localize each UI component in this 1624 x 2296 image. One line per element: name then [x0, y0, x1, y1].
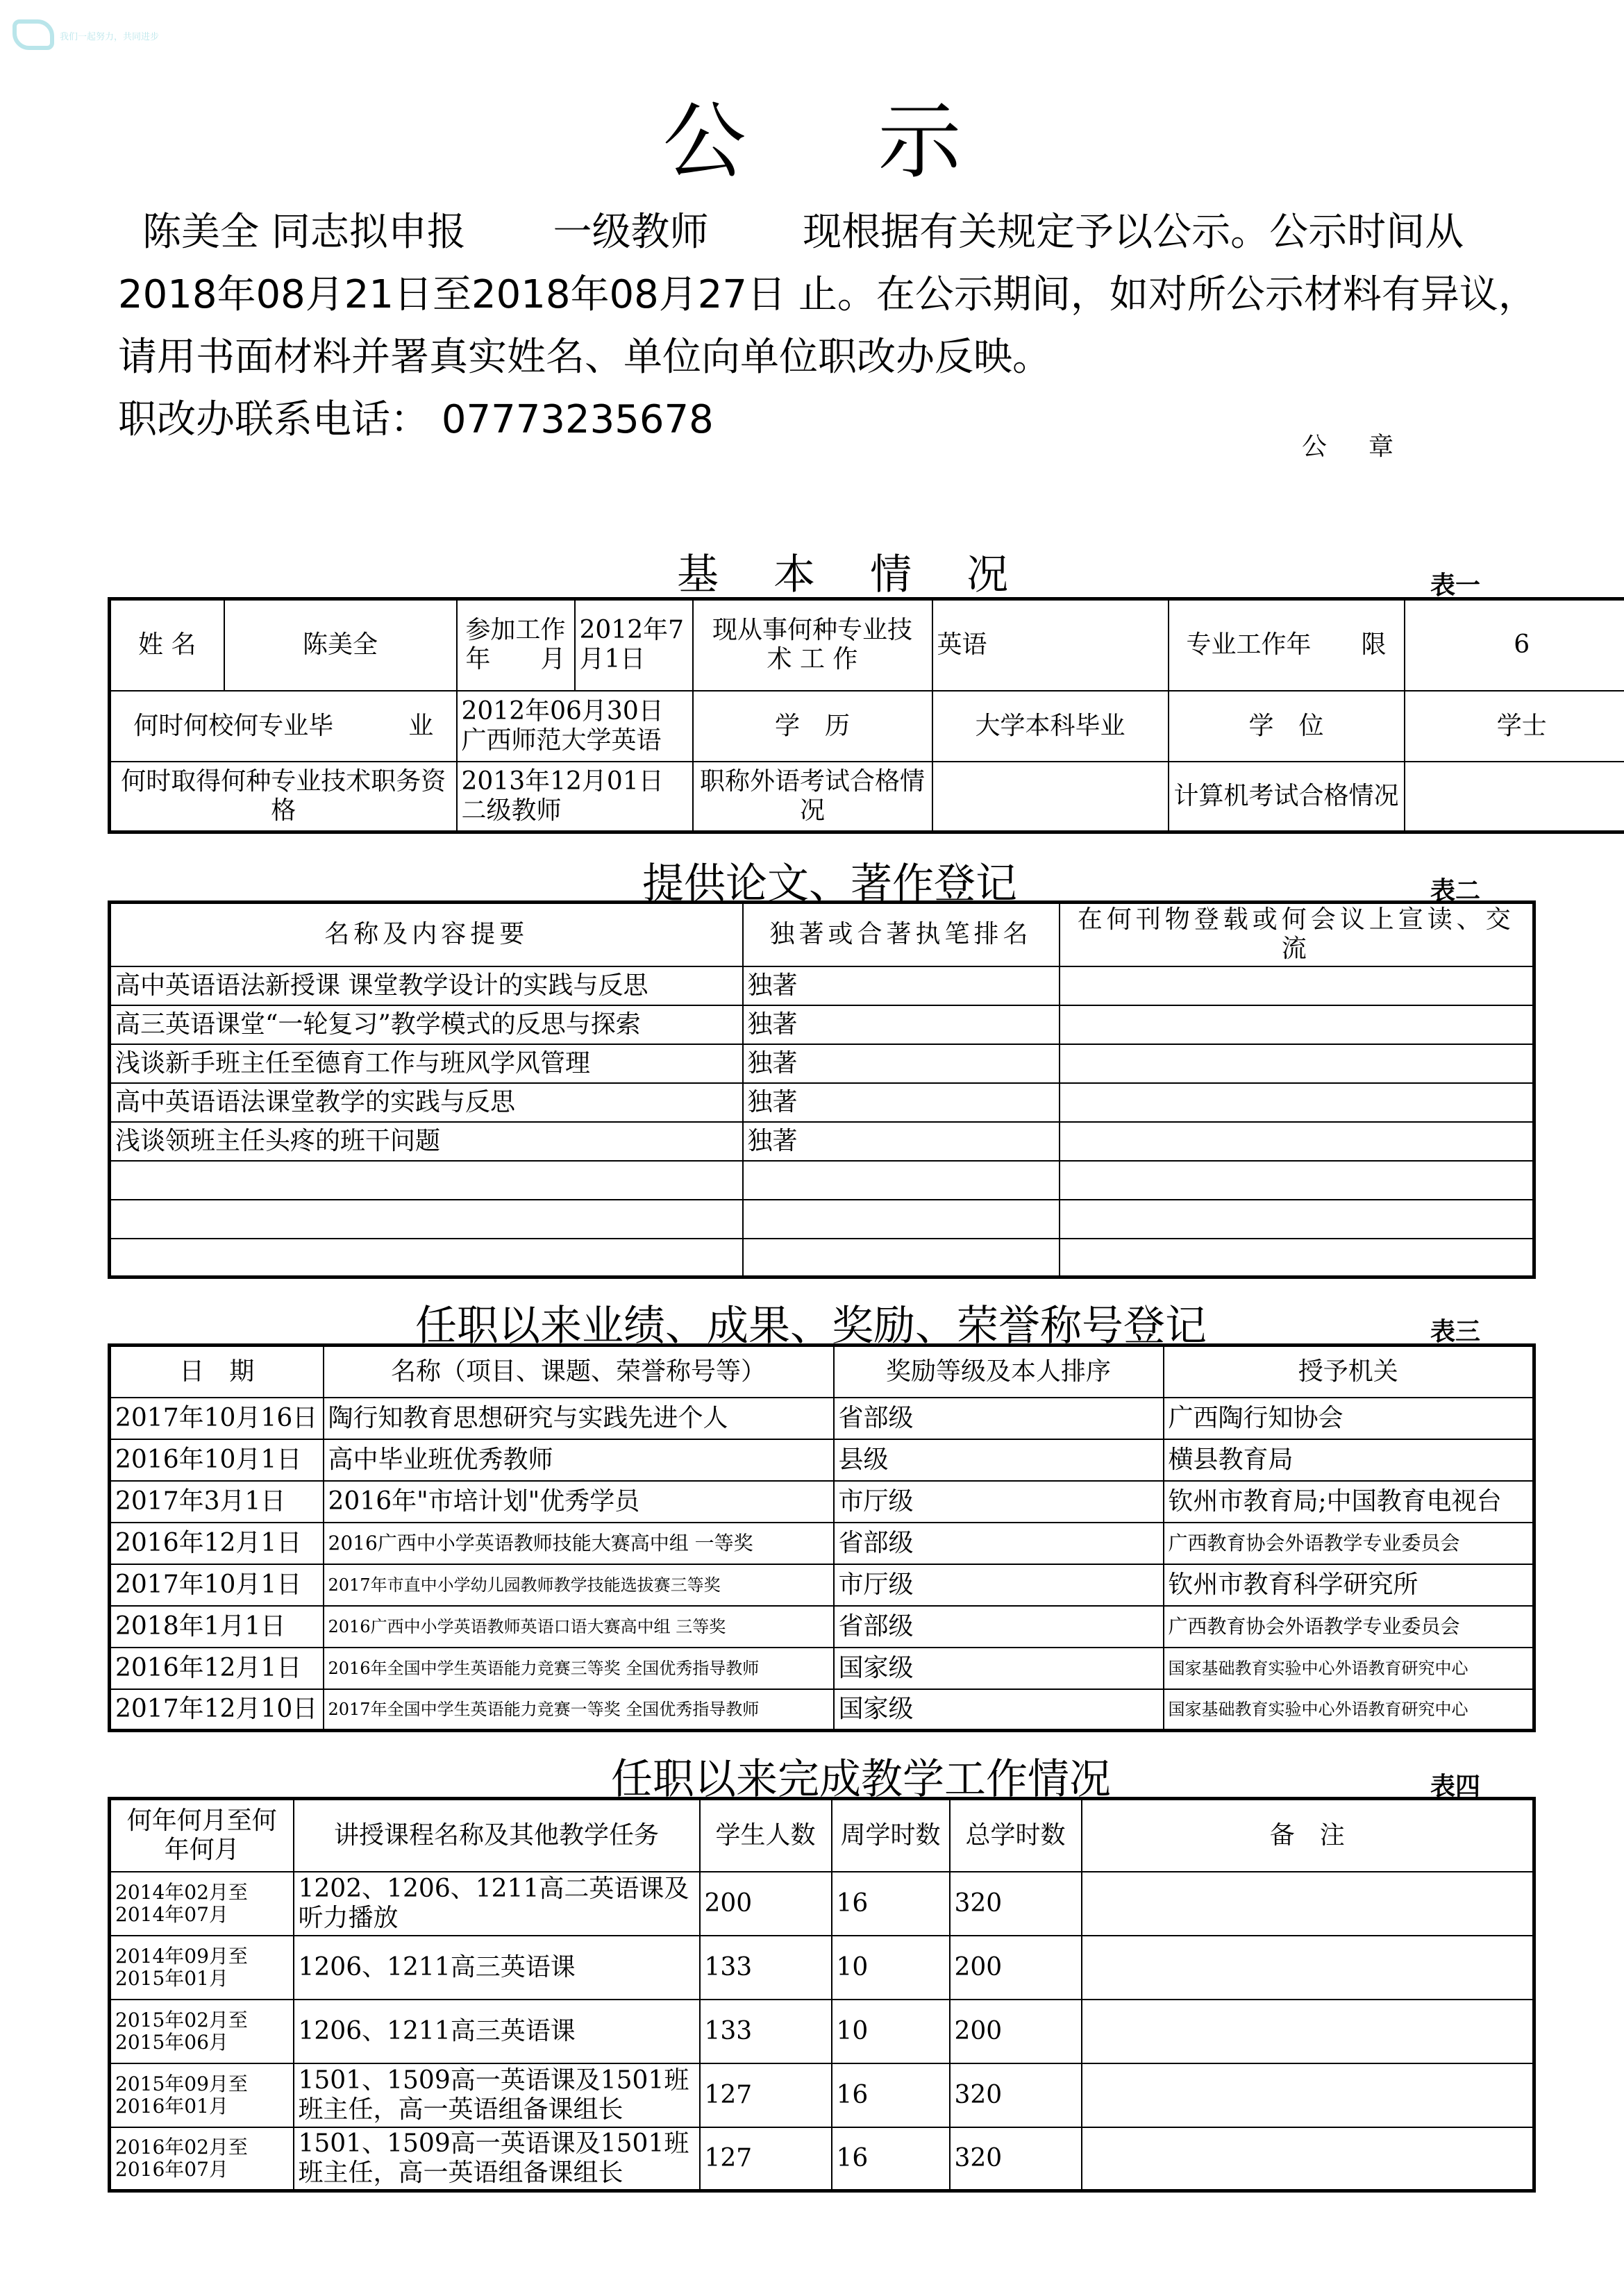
degree-label: 学 位	[1169, 691, 1405, 762]
phone-label: 职改办联系电话：	[118, 397, 429, 442]
official-seal: 公章	[1302, 433, 1436, 461]
paper-title	[110, 1239, 743, 1277]
awards-heading: 任职以来业绩、成果、奖励、荣誉称号登记	[415, 1302, 1207, 1350]
teaching-period: 2014年02月至2014年07月	[110, 1872, 294, 1936]
award-level: 国家级	[834, 1648, 1164, 1689]
phone-number: 07773235678	[441, 397, 714, 442]
table-row	[110, 1161, 1534, 1200]
table-row	[110, 1122, 1534, 1161]
paper-title: 浅谈新手班主任至德育工作与班风学风管理	[110, 1044, 743, 1083]
notice-line-3: 请用书面材料并署真实姓名、单位向单位职改办反映。	[118, 335, 1051, 380]
paper-venue	[1060, 1083, 1534, 1122]
table-row	[110, 1083, 1534, 1122]
name-label: 姓 名	[110, 599, 224, 691]
table-row	[110, 1398, 1534, 1439]
teaching-period: 2014年09月至2015年01月	[110, 1936, 294, 2000]
award-authority: 横县教育局	[1164, 1439, 1534, 1481]
teaching-table-number: 表四	[1430, 1773, 1481, 1801]
edu-value: 大学本科毕业	[932, 691, 1169, 762]
award-name: 2016广西中小学英语教师英语口语大赛高中组 三等奖	[324, 1606, 834, 1648]
table-row	[110, 1648, 1534, 1689]
award-authority: 国家基础教育实验中心外语教育研究中心	[1164, 1648, 1534, 1689]
award-authority: 钦州市教育科学研究所	[1164, 1564, 1534, 1606]
teaching-weekly-hours: 10	[832, 1936, 950, 2000]
award-date: 2017年12月10日	[110, 1689, 324, 1731]
teaching-total-hours: 320	[950, 1872, 1082, 1936]
work-start-label: 参加工作年 月	[457, 599, 575, 691]
table-row	[110, 1439, 1534, 1481]
teaching-weekly-hours: 16	[832, 2063, 950, 2127]
teaching-total-hours: 320	[950, 2127, 1082, 2191]
paper-author: 独著	[743, 1005, 1060, 1044]
teaching-students: 127	[700, 2127, 832, 2191]
teaching-course: 1501、1509高一英语课及1501班班主任，高一英语组备课组长	[294, 2127, 700, 2191]
teaching-header-total-hours: 总学时数	[950, 1799, 1082, 1872]
basic-table-number: 表一	[1430, 571, 1481, 600]
major-label: 现从事何种专业技 术 工 作	[693, 599, 932, 691]
table-row	[110, 1044, 1534, 1083]
notice-line-1	[142, 201, 1464, 264]
award-name: 2017年全国中学生英语能力竞赛一等奖 全国优秀指导教师	[324, 1689, 834, 1731]
notice-period: 2018年08月21日至2018年08月27日	[118, 272, 787, 317]
paper-author	[743, 1161, 1060, 1200]
teaching-header-weekly-hours: 周学时数	[832, 1799, 950, 1872]
award-date: 2018年1月1日	[110, 1606, 324, 1648]
award-level: 市厅级	[834, 1481, 1164, 1523]
award-authority: 广西教育协会外语教学专业委员会	[1164, 1523, 1534, 1564]
teaching-course: 1206、1211高三英语课	[294, 2000, 700, 2063]
award-authority: 钦州市教育局;中国教育电视台	[1164, 1481, 1534, 1523]
teaching-remarks	[1082, 1936, 1534, 2000]
notice-line-4	[118, 389, 714, 451]
teaching-period: 2015年09月至2016年01月	[110, 2063, 294, 2127]
table-row	[110, 1936, 1534, 2000]
teaching-total-hours: 200	[950, 1936, 1082, 2000]
papers-header-author: 独著或合著执笔排名	[743, 903, 1060, 966]
award-date: 2017年10月16日	[110, 1398, 324, 1439]
paper-title: 高三英语课堂“一轮复习”教学模式的反思与探索	[110, 1005, 743, 1044]
teaching-students: 133	[700, 1936, 832, 2000]
teaching-header-students: 学生人数	[700, 1799, 832, 1872]
teaching-total-hours: 200	[950, 2000, 1082, 2063]
years-label: 专业工作年 限	[1169, 599, 1405, 691]
paper-title: 高中英语语法新授课 课堂教学设计的实践与反思	[110, 966, 743, 1005]
table-row	[110, 1005, 1534, 1044]
award-level: 省部级	[834, 1606, 1164, 1648]
teaching-students: 200	[700, 1872, 832, 1936]
table-row	[110, 1689, 1534, 1731]
paper-venue	[1060, 966, 1534, 1005]
award-name: 2017年市直中小学幼儿园教师教学技能选拔赛三等奖	[324, 1564, 834, 1606]
teaching-course: 1206、1211高三英语课	[294, 1936, 700, 2000]
teaching-period: 2015年02月至2015年06月	[110, 2000, 294, 2063]
award-name: 高中毕业班优秀教师	[324, 1439, 834, 1481]
teaching-students: 127	[700, 2063, 832, 2127]
paper-author: 独著	[743, 1083, 1060, 1122]
major-value: 英语	[932, 599, 1169, 691]
grad-value: 2012年06月30日广西师范大学英语	[457, 691, 693, 762]
qual-label: 何时取得何种专业技术职务资格	[110, 762, 457, 832]
paper-author: 独著	[743, 1044, 1060, 1083]
teaching-weekly-hours: 10	[832, 2000, 950, 2063]
candidate-name: 陈美全	[142, 210, 259, 255]
papers-header-title: 名称及内容提要	[110, 903, 743, 966]
paper-venue	[1060, 1005, 1534, 1044]
teaching-remarks	[1082, 2127, 1534, 2191]
awards-header-date: 日 期	[110, 1346, 324, 1398]
table-row	[110, 1564, 1534, 1606]
grad-label: 何时何校何专业毕 业	[110, 691, 457, 762]
logo	[12, 15, 160, 57]
award-name: 2016年"市培计划"优秀学员	[324, 1481, 834, 1523]
paper-venue	[1060, 1239, 1534, 1277]
table-row	[110, 1239, 1534, 1277]
teaching-heading: 任职以来完成教学工作情况	[611, 1755, 1111, 1804]
table-row	[110, 2127, 1534, 2191]
award-level: 县级	[834, 1439, 1164, 1481]
teaching-header-period: 何年何月至何年何月	[110, 1799, 294, 1872]
awards-header-name: 名称（项目、课题、荣誉称号等）	[324, 1346, 834, 1398]
awards-table-number: 表三	[1430, 1318, 1481, 1346]
table-row	[110, 1200, 1534, 1239]
paper-venue	[1060, 1044, 1534, 1083]
teaching-weekly-hours: 16	[832, 1872, 950, 1936]
computer-exam-value	[1405, 762, 1624, 832]
paper-venue	[1060, 1161, 1534, 1200]
award-date: 2017年3月1日	[110, 1481, 324, 1523]
basic-heading: 基 本 情 况	[677, 551, 1030, 599]
award-name: 2016年全国中学生英语能力竞赛三等奖 全国优秀指导教师	[324, 1648, 834, 1689]
table-row	[110, 2063, 1534, 2127]
teaching-table	[108, 1797, 1536, 2193]
notice-line-2	[118, 264, 1537, 326]
paper-venue	[1060, 1200, 1534, 1239]
teaching-remarks	[1082, 1872, 1534, 1936]
award-name: 2016广西中小学英语教师技能大赛高中组 一等奖	[324, 1523, 834, 1564]
award-date: 2016年10月1日	[110, 1439, 324, 1481]
papers-table	[108, 900, 1536, 1279]
award-level: 市厅级	[834, 1564, 1164, 1606]
award-date: 2017年10月1日	[110, 1564, 324, 1606]
teaching-course: 1202、1206、1211高二英语课及听力播放	[294, 1872, 700, 1936]
award-authority: 广西教育协会外语教学专业委员会	[1164, 1606, 1534, 1648]
apply-text: 同志拟申报	[271, 210, 466, 255]
lang-exam-label: 职称外语考试合格情况	[693, 762, 932, 832]
papers-table-number: 表二	[1430, 877, 1481, 905]
table-row	[110, 2000, 1534, 2063]
awards-header-authority: 授予机关	[1164, 1346, 1534, 1398]
award-level: 国家级	[834, 1689, 1164, 1731]
edu-label: 学 历	[693, 691, 932, 762]
teaching-total-hours: 320	[950, 2063, 1082, 2127]
award-name: 陶行知教育思想研究与实践先进个人	[324, 1398, 834, 1439]
degree-value: 学士	[1405, 691, 1624, 762]
paper-title	[110, 1200, 743, 1239]
qual-value: 2013年12月01日二级教师	[457, 762, 693, 832]
award-date: 2016年12月1日	[110, 1523, 324, 1564]
table-row	[110, 966, 1534, 1005]
award-level: 省部级	[834, 1398, 1164, 1439]
notice-text-2: 止。在公示期间，如对所公示材料有异议，	[798, 272, 1537, 317]
teaching-header-course: 讲授课程名称及其他教学任务	[294, 1799, 700, 1872]
name-value: 陈美全	[224, 599, 457, 691]
paper-author	[743, 1239, 1060, 1277]
paper-title: 浅谈领班主任头疼的班干问题	[110, 1122, 743, 1161]
awards-header-level: 奖励等级及本人排序	[834, 1346, 1164, 1398]
award-authority: 国家基础教育实验中心外语教育研究中心	[1164, 1689, 1534, 1731]
award-level: 省部级	[834, 1523, 1164, 1564]
teaching-students: 133	[700, 2000, 832, 2063]
table-row	[110, 1606, 1534, 1648]
teaching-course: 1501、1509高一英语课及1501班班主任，高一英语组备课组长	[294, 2063, 700, 2127]
teaching-remarks	[1082, 2000, 1534, 2063]
papers-heading: 提供论文、著作登记	[642, 860, 1017, 908]
years-value: 6	[1405, 599, 1624, 691]
notice-text-1: 现根据有关规定予以公示。公示时间从	[803, 210, 1464, 255]
papers-header-venue: 在何刊物登载或何会议上宣读、交流	[1060, 903, 1534, 966]
award-date: 2016年12月1日	[110, 1648, 324, 1689]
paper-author: 独著	[743, 1122, 1060, 1161]
paper-venue	[1060, 1122, 1534, 1161]
teaching-header-remarks: 备 注	[1082, 1799, 1534, 1872]
paper-title: 高中英语语法课堂教学的实践与反思	[110, 1083, 743, 1122]
page-title: 公示	[662, 94, 1094, 190]
lang-exam-value	[932, 762, 1169, 832]
paper-author: 独著	[743, 966, 1060, 1005]
paper-title	[110, 1161, 743, 1200]
computer-exam-label: 计算机考试合格情况	[1169, 762, 1405, 832]
logo-mark-icon	[12, 19, 54, 50]
award-authority: 广西陶行知协会	[1164, 1398, 1534, 1439]
table-row	[110, 1481, 1534, 1523]
table-row	[110, 1872, 1534, 1936]
basic-info-table	[108, 597, 1624, 834]
logo-text: 我们一起努力，共同进步	[60, 32, 160, 42]
table-row	[110, 1523, 1534, 1564]
awards-table	[108, 1343, 1536, 1732]
work-start-value: 2012年7月1日	[575, 599, 693, 691]
paper-author	[743, 1200, 1060, 1239]
teaching-period: 2016年02月至2016年07月	[110, 2127, 294, 2191]
applied-title: 一级教师	[553, 210, 709, 255]
teaching-weekly-hours: 16	[832, 2127, 950, 2191]
teaching-remarks	[1082, 2063, 1534, 2127]
